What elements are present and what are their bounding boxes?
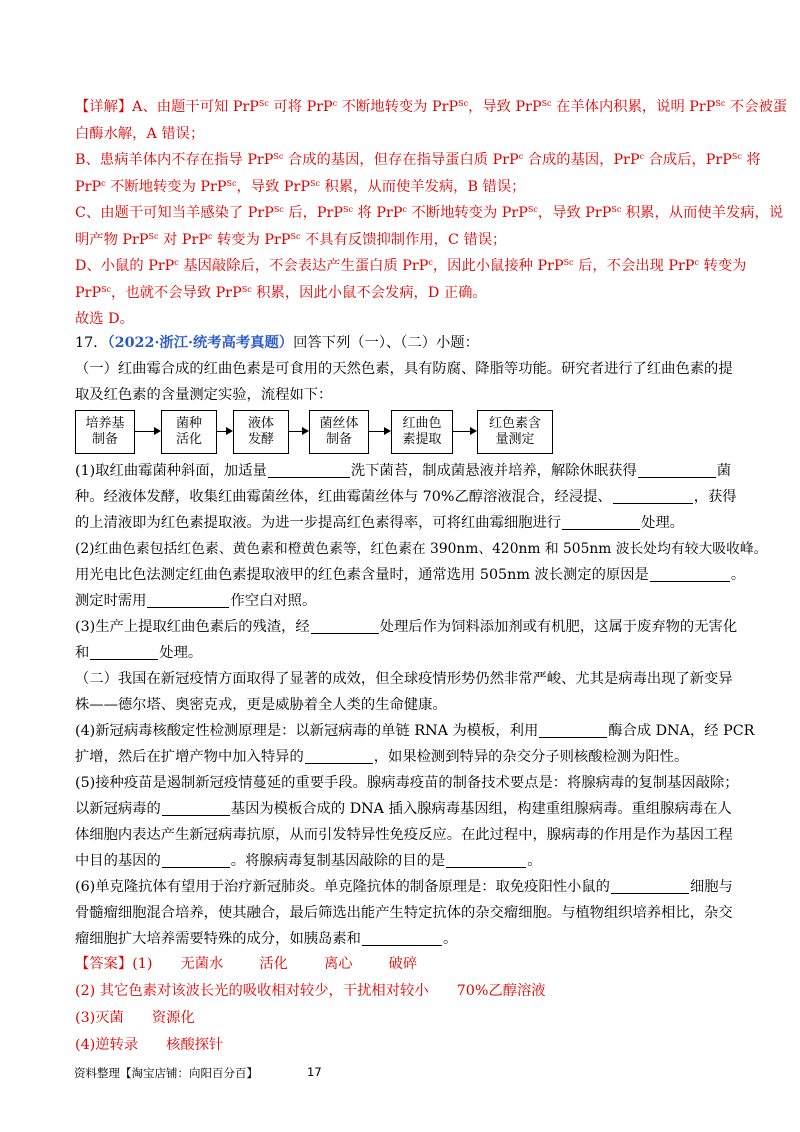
answer-line-4 [75,1032,740,1058]
text: ，导致 PrP [468,99,542,115]
text: (4)逆转录 [75,1037,139,1053]
text: ，获得 [693,489,737,505]
text: 种。经液体发酵，收集红曲霉菌丝体，红曲霉菌丝体与 70%乙醇溶液混合，经浸提、 [75,489,612,505]
superscript: Sc [343,205,353,214]
text: 合成后，PrP [644,152,732,168]
text: ，如果检测到特异的杂交分子则核酸检测为阳性。 [373,749,689,765]
superscript: Sc [715,99,726,108]
text: 制备 [325,432,352,447]
text: 核酸探针 [166,1037,224,1053]
explanation-line-6 [75,227,740,253]
explanation-line-3 [75,147,761,173]
answer-blank [611,878,689,894]
superscript: Sc [273,205,284,214]
q1-line-2 [75,484,740,510]
text: 不会被蛋 [725,99,788,115]
superscript: Sc [731,152,742,161]
q5-line-4 [75,848,740,874]
text: 扩增，然后在扩增产物中加入特异的 [75,749,304,765]
text: 取及红色素的含量测定实验，流程如下： [75,387,333,403]
flow-arrow [135,431,159,432]
superscript: Sc [290,231,301,241]
text: D、小鼠的 PrP [75,258,175,274]
q5-line-2 [75,796,740,822]
flow-step-4 [309,410,369,454]
superscript: Sc [273,152,284,161]
answer-blank [638,462,716,478]
superscript: Sc [563,258,574,267]
page-number: 17 [307,1065,322,1079]
text: 不断地转变为 PrP [105,178,227,195]
flow-step-1 [75,410,135,454]
text: 液体 [247,416,274,431]
text: 回答下列（一）、（二）小题： [293,335,479,351]
answer-blank [650,566,730,582]
text: ，也就不会导致 PrP [111,284,242,301]
superscript: c [332,99,338,108]
superscript: Sc [101,284,112,294]
text: 红色素含 [488,416,541,431]
flow-step-5 [391,410,453,454]
text: 。 [442,931,458,947]
text: 明产物 PrP [75,231,149,248]
flowchart [75,410,555,458]
answer-blank [162,852,230,868]
text: 处理。 [159,645,203,661]
text: 资源化 [151,1010,195,1026]
text: 在羊体内积累，说明 PrP [551,99,716,115]
text: 不断地转变为 PrP [406,205,528,221]
text: 基因敲除后，不会表达产生蛋白质 PrP [178,258,429,274]
text: 破碎 [388,956,418,972]
text: 红曲色 [402,416,442,431]
text: 后，PrP [283,205,344,221]
text: (3)生产上提取红曲色素后的残渣，经 [75,619,310,635]
text: 转变为 PrP [212,231,291,248]
superscript: c [174,258,179,267]
text: 可将 PrP [268,99,333,115]
explanation-line-4 [75,174,740,200]
superscript: c [518,152,524,161]
text: 测定时需用 [75,593,147,609]
text: 离心 [323,956,353,972]
text: 合成的基因，但存在指导蛋白质 PrP [283,152,519,168]
q5-line-3 [75,822,740,848]
explanation-line-7 [75,253,747,279]
text: ，因此小鼠接种 PrP [432,258,564,274]
flow-step-2 [161,410,217,454]
text: 处理。 [641,515,684,531]
text: (6)单克隆抗体有望用于治疗新冠肺炎。单克隆抗体的制备原理是：取免疫阳性小鼠的 [75,879,610,895]
text: （二）我国在新冠疫情方面取得了显著的成效，但全球疫情形势仍然非常严峻、尤其是病毒出现了新变异 [75,671,733,687]
text: 制备 [91,432,118,447]
q6-line-3 [75,926,740,952]
text: 积累，从而使羊发病，说 [621,205,784,221]
text: 培养基 [85,416,125,431]
explanation-line-9 [75,306,740,332]
question-source: （2022·浙江·统考高考真题） [107,335,294,351]
superscript: Sc [310,178,320,188]
text: 中目的基因的 [75,853,161,869]
text: 骨髓瘤细胞混合培养，使其融合，最后筛选出能产生特定抗体的杂交瘤细胞。与植物组织培养相比，杂交 [75,905,733,921]
answer-blank [446,852,526,868]
superscript: c [101,178,106,188]
text: 菌丝体 [319,416,359,431]
text: 白酶水解，A 错误； [75,125,205,142]
flow-arrow [453,431,475,432]
text: 不断地转变为 PrP [337,99,459,115]
answer-line-3 [75,1005,740,1031]
text: 处理后作为饲料添加剂或有机肥，这属于废弃物的无害化 [379,619,738,635]
answer-blank [268,462,350,478]
text: (2) 其它色素对该波长光的吸收相对较少，干扰相对较小 [75,983,429,999]
superscript: c [694,258,699,267]
flow-arrow [217,431,231,432]
text: 量测定 [495,432,535,447]
text: 不具有反馈抑制作用，C 错误； [300,231,507,248]
q2-line-1 [75,536,768,562]
answer-blank [613,488,693,504]
q5-line-1 [75,770,740,796]
superscript: Sc [541,99,552,108]
text: (4)新冠病毒核酸定性检测原理是：以新冠病毒的单链 RNA 为模板，利用 [75,723,539,739]
text: C、由题干可知当羊感染了 PrP [75,205,274,221]
text: 活化 [175,432,202,447]
text: (1) [132,956,153,972]
text: 素提取 [402,432,442,447]
text: 后，不会出现 PrP [573,258,695,274]
flow-step-3 [233,410,289,454]
superscript: Sc [258,99,269,108]
answer-blank [90,644,158,660]
text: 体细胞内表达产生新冠病毒抗原，从而引发特异性免疫反应。在此过程中，腺病毒的作用是作为基因工程 [75,827,733,843]
text: ，导致 PrP [537,205,612,221]
text: 积累，从而使羊发病，B 错误； [319,178,526,195]
text: 和 [75,645,90,661]
superscript: Sc [611,205,622,214]
text: 株——德尔塔、奥密克戎，更是威胁着全人类的生命健康。 [75,697,447,713]
superscript: Sc [527,205,538,214]
part1-line-2 [75,382,740,408]
text: 发酵 [247,432,274,447]
text: 用光电比色法测定红曲色素提取液甲的红色素含量时，通常选用 505nm 波长测定的原因是 [75,567,649,583]
q4-line-2 [75,744,740,770]
text: 无菌水 [180,956,224,972]
q2-line-2 [75,562,746,588]
part2-line-2 [75,692,740,718]
text: 。将腺病毒复制基因敲除的目的是 [230,853,446,869]
text: B、患病羊体内不存在指导 PrP [75,152,274,168]
text: 70%乙醇溶液 [456,983,546,999]
text: (5)接种疫苗是遏制新冠疫情蔓延的重要手段。腺病毒疫苗的制备技术要点是：将腺病毒的复制基因敲除； [75,775,739,791]
text: ，导致 PrP [236,178,310,195]
question-header [75,330,740,356]
answer-label: 【答案】 [75,956,133,972]
explanation-line-2 [75,121,740,147]
superscript: c [428,258,433,267]
text: 菌 [716,463,732,479]
text: 转变为 [698,258,747,274]
text: 的上清液即为红色素提取液。为进一步提高红色素得率，可将红曲霉细胞进行 [75,515,562,531]
superscript: Sc [148,231,159,241]
footer-text: 资料整理【淘宝店铺：向阳百分百】 [74,1066,258,1080]
text: (2)红曲色素包括红色素、黄色素和橙黄色素等，红色素在 390nm、420nm 和 505nm 波长处均有较大吸收峰。 [75,541,768,557]
answer-line-2 [75,978,740,1004]
text: PrP [75,178,102,195]
q3-line-2 [75,640,740,666]
text: 洗下菌苔，制成菌悬液并培养，解除休眠获得 [350,463,637,479]
answer-blank [311,618,379,634]
text: 作空白对照。 [230,593,317,609]
answer-blank [147,592,229,608]
superscript: c [402,205,407,214]
text: PrP [75,284,102,301]
flow-step-6 [477,410,553,454]
q1-line-1 [75,458,740,484]
text: 对 PrP [158,231,208,248]
text: 酶合成 DNA，经 PCR [608,723,755,739]
text: 瘤细胞扩大培养需要特殊的成分，如胰岛素和 [75,931,361,947]
text: 积累，因此小鼠不会发病，D 正确。 [251,284,487,301]
text: (3)灭菌 [75,1010,124,1026]
answer-blank [162,800,230,816]
part2-line-1 [75,666,740,692]
text: 合成的基因，PrP [523,152,640,168]
explanation-line-1 [75,94,788,120]
explanation-line-5 [75,200,784,226]
q4-line-1 [75,718,755,744]
superscript: c [639,152,645,161]
text: 【详解】A、由题干可知 PrP [75,99,259,115]
flow-arrow [369,431,389,432]
answer-blank [539,722,607,738]
text: 以新冠病毒的 [75,801,161,817]
text: (1)取红曲霉菌种斜面，加适量 [75,463,267,479]
superscript: Sc [458,99,469,108]
answer-blank [305,748,373,764]
q2-line-3 [75,588,740,614]
explanation-line-8 [75,280,740,306]
q6-line-2 [75,900,740,926]
text: 。 [730,567,746,583]
text: 活化 [259,956,288,972]
text: 菌种 [175,416,202,431]
answer-line-1 [75,951,740,977]
answer-blank [362,930,442,946]
answer-blank [562,514,640,530]
q1-line-3 [75,510,740,536]
flow-arrow [289,431,307,432]
text: 将 [741,152,761,168]
text: 。 [527,853,542,869]
text: 故选 D。 [75,311,134,327]
superscript: Sc [241,284,252,294]
text: 将 PrP [352,205,403,221]
superscript: c [207,231,213,241]
q6-line-1 [75,874,740,900]
part1-line-1-text [75,356,740,382]
text: （一）红曲霉合成的红曲色素是可食用的天然色素，具有防腐、降脂等功能。研究者进行了红曲色素的提 [75,361,733,377]
text: 基因为模板合成的 DNA 插入腺病毒基因组，构建重组腺病毒。重组腺病毒在人 [230,801,732,817]
text: 细胞与 [689,879,733,895]
q3-line-1 [75,614,740,640]
superscript: Sc [226,178,237,188]
question-number: 17． [75,335,108,351]
